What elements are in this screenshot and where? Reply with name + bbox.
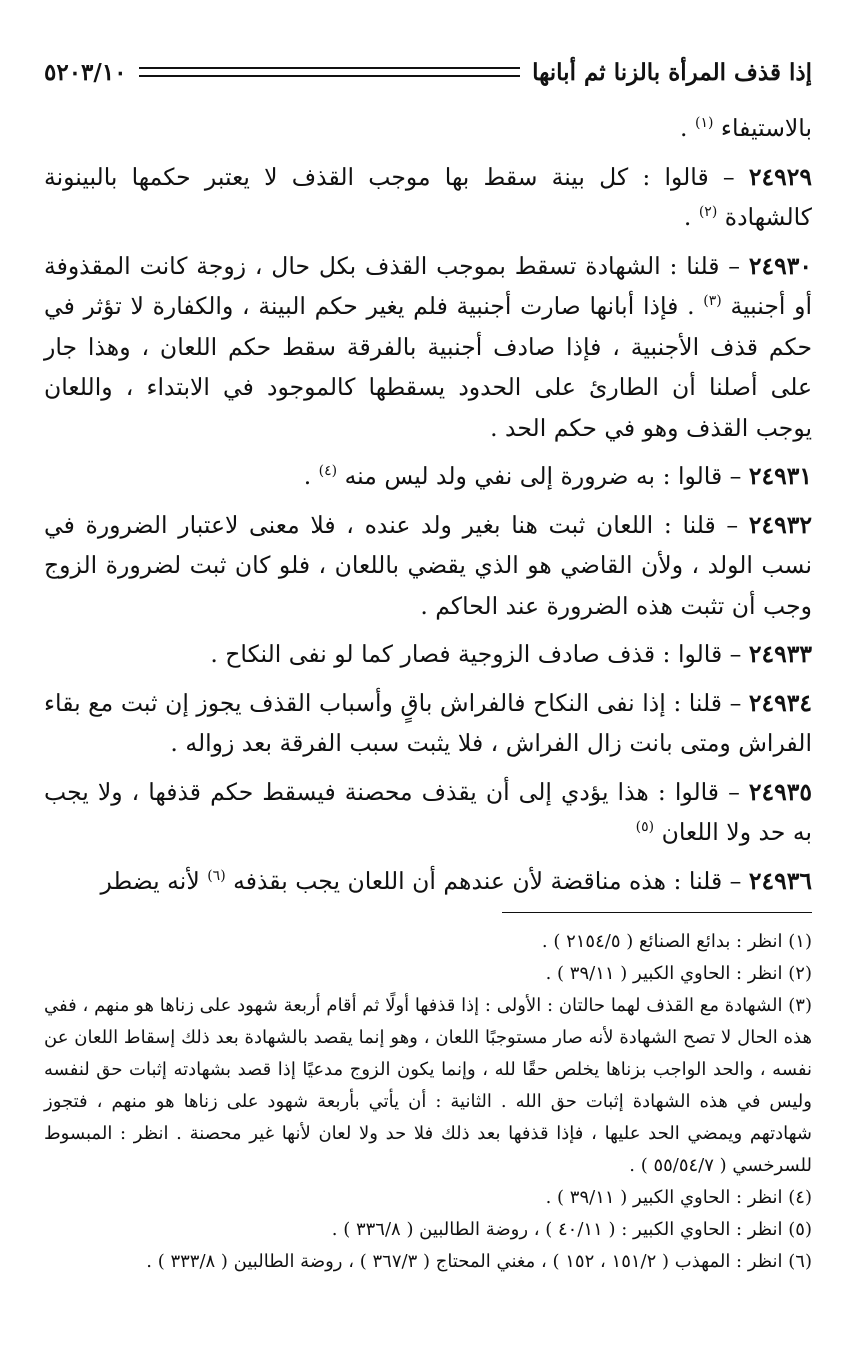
paragraph xyxy=(44,634,812,675)
footnote: (٢) انظر : الحاوي الكبير ( ٣٩/١١ ) . xyxy=(545,963,812,984)
footnote: (١) انظر : بدائع الصنائع ( ٢١٥٤/٥ ) . xyxy=(541,931,812,952)
paragraph-number: ٢٤٩٢٩ xyxy=(748,162,812,191)
paragraph-number: ٢٤٩٣٢ xyxy=(748,510,812,539)
footnotes xyxy=(44,926,812,1278)
header-double-rule xyxy=(139,67,521,77)
paragraph-text: – قلنا : الشهادة تسقط بموجب القذف بكل حال ، زوجة كانت المقذوفة أو أجنبية xyxy=(44,251,813,320)
paragraph-number: ٢٤٩٣١ xyxy=(748,462,812,490)
paragraph xyxy=(44,157,812,238)
paragraph-number: ٢٤٩٣٠ xyxy=(748,251,812,280)
paragraph-number: ٢٤٩٣٤ xyxy=(748,688,812,717)
footnote-marker: (٢) xyxy=(698,204,718,221)
page-reference: ٥٢٠٣/١٠ xyxy=(44,58,127,86)
intro-end: . xyxy=(680,114,695,142)
footnote-marker: (٦) xyxy=(207,867,226,884)
paragraph-text: – قلنا : إذا نفى النكاح فالفراش باقٍ وأسباب القذف يجوز إن ثبت مع بقاء الفراش ومتى بانت زال الفراش ، فلا يثبت سبب الفرقة بعد زواله . xyxy=(44,688,812,757)
paragraph xyxy=(44,772,812,853)
footnote-marker: (٣) xyxy=(703,293,722,310)
paragraph-text: – قالوا : كل بينة سقط بها موجب القذف لا يعتبر حكمها بالبينونة كالشهادة xyxy=(44,162,812,231)
paragraph xyxy=(44,456,812,497)
footnote-marker: (٤) xyxy=(318,463,338,480)
paragraph-number: ٢٤٩٣٦ xyxy=(748,866,812,895)
paragraph xyxy=(44,246,812,449)
paragraph xyxy=(44,861,812,902)
paragraph-tail: . فإذا أبانها صارت أجنبية فلم يغير حكم البينة ، والكفارة لا تؤثر في حكم قذف الأجنبية ، فإذا صادف أجنبية بالفرقة سقط حكم اللعان ، وهذا جار على أصلنا أن الطارئ على الحدود يسقطها كالموجود في الابتداء ، واللعان يوجب القذف وهو في حكم الحد . xyxy=(44,292,812,442)
paragraph xyxy=(44,683,812,764)
paragraph-text: – قلنا : هذه مناقضة لأن عندهم أن اللعان يجب بقذفه xyxy=(225,866,749,895)
paragraph-number: ٢٤٩٣٥ xyxy=(748,777,812,806)
paragraph-tail: لأنه يضطر xyxy=(100,866,208,895)
footnote-marker: (٥) xyxy=(635,819,655,836)
paragraph-tail: . xyxy=(683,203,699,231)
paragraph-text: – قالوا : هذا يؤدي إلى أن يقذف محصنة فيسقط حكم قذفها ، ولا يجب به حد ولا اللعان xyxy=(44,777,812,846)
footnote-separator xyxy=(502,912,812,913)
paragraph-text: – قالوا : به ضرورة إلى نفي ولد ليس منه xyxy=(337,462,749,490)
paragraph-number: ٢٤٩٣٣ xyxy=(748,640,812,668)
main-text xyxy=(44,108,812,909)
intro-text: بالاستيفاء xyxy=(720,114,812,142)
paragraph-text: – قلنا : اللعان ثبت هنا بغير ولد عنده ، فلا معنى لاعتبار الضرورة في نسب الولد ، ولأن القاضي هو الذي يقضي باللعان ، فلو كان ثبت لضرورة الزوج وجب أن تثبت هذه الضرورة عند الحاكم . xyxy=(44,510,812,620)
footnote-marker: (١) xyxy=(694,115,714,132)
footnote: (٥) انظر : الحاوي الكبير : ( ٤٠/١١ ) ، روضة الطالبين ( ٣٣٦/٨ ) . xyxy=(331,1219,812,1240)
footnote: (٣) الشهادة مع القذف لهما حالتان : الأولى : إذا قذفها أولًا ثم أقام أربعة شهود على زناها هو منهم ، ففي هذه الحال لا تصح الشهادة لأنه صار مستوجبًا اللعان ، وهو إنما يقصد بالشهادة بعد ذلك إسقاط اللعان عن نفسه ، والحد الواجب بزناها يخلص حقًا لله ، وإنما يكون الزوج مدعيًا إذا قصد بشهادته إثبات حق لنفسه وليس في هذه الشهادة إثبات حق الله . الثانية : أن يأتي بأربعة شهود على زناها هو منهم ، فتجوز شهادتهم ويمضي الحد عليها ، فإذا قذفها بعد ذلك فلا حد ولا لعان لأنها غير محصنة . انظر : المبسوط للسرخسي ( ٥٥/٥٤/٧ ) . xyxy=(44,995,812,1176)
paragraph-tail: . xyxy=(303,462,319,490)
footnote: (٦) انظر : المهذب ( ١٥١/٢ ، ١٥٢ ) ، مغني المحتاج ( ٣٦٧/٣ ) ، روضة الطالبين ( ٣٣٣/٨ ) . xyxy=(146,1251,812,1272)
paragraph xyxy=(44,505,812,627)
continuation-line xyxy=(44,108,812,149)
paragraph-text: – قالوا : قذف صادف الزوجية فصار كما لو نفى النكاح . xyxy=(210,640,749,668)
running-header xyxy=(44,52,812,92)
footnote: (٤) انظر : الحاوي الكبير ( ٣٩/١١ ) . xyxy=(545,1187,812,1208)
chapter-title: إذا قذف المرأة بالزنا ثم أبانها xyxy=(532,58,812,86)
